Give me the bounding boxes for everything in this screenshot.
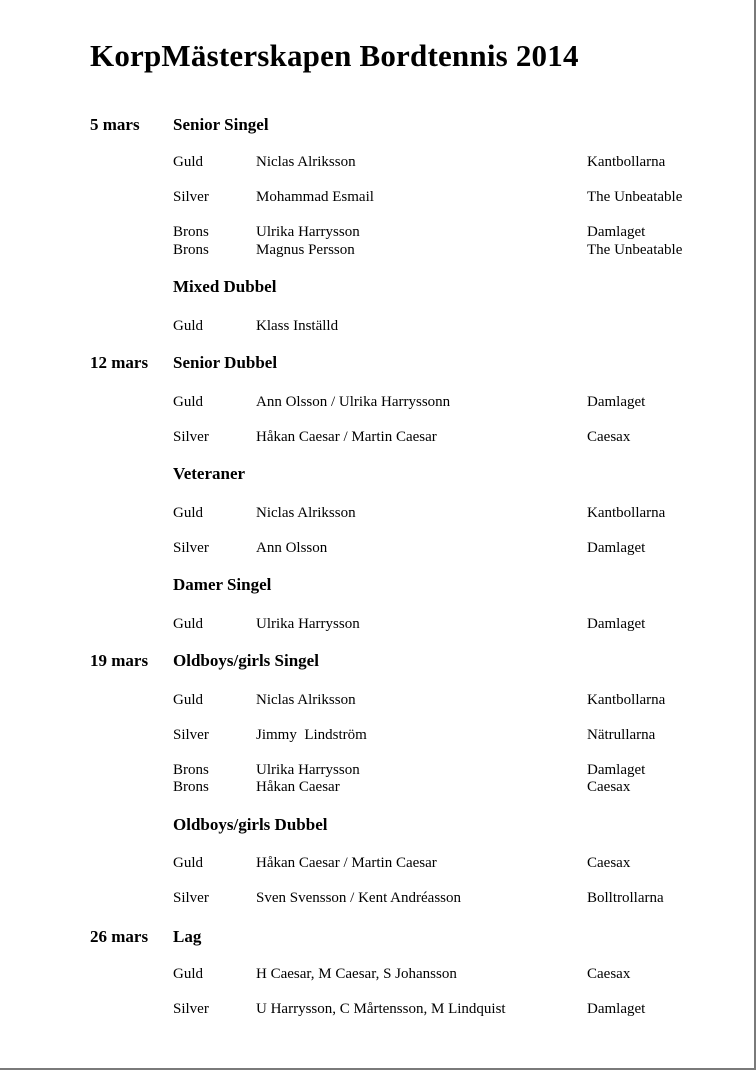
- category-heading: Senior Dubbel: [173, 353, 278, 372]
- player-name: Niclas Alriksson: [256, 154, 356, 170]
- category-heading: Veteraner: [173, 464, 246, 483]
- medal-label: Guld: [173, 505, 203, 521]
- player-name: Håkan Caesar / Martin Caesar: [256, 855, 437, 871]
- club-name: Caesax: [587, 429, 631, 445]
- medal-label: Brons: [173, 762, 209, 778]
- club-name: Damlaget: [587, 540, 646, 556]
- date-label: 19 mars: [90, 651, 149, 670]
- club-name: Damlaget: [587, 1001, 646, 1017]
- club-name: The Unbeatable: [587, 189, 683, 205]
- medal-label: Guld: [173, 692, 203, 708]
- date-label: 12 mars: [90, 353, 149, 372]
- club-name: Caesax: [587, 855, 631, 871]
- player-name: Niclas Alriksson: [256, 692, 356, 708]
- player-name: Ulrika Harrysson: [256, 224, 360, 240]
- category-heading: Lag: [173, 927, 202, 946]
- player-name: Håkan Caesar / Martin Caesar: [256, 429, 437, 445]
- medal-label: Guld: [173, 966, 203, 982]
- date-label: 26 mars: [90, 927, 149, 946]
- club-name: Damlaget: [587, 224, 646, 240]
- medal-label: Guld: [173, 855, 203, 871]
- club-name: Nätrullarna: [587, 727, 656, 743]
- club-name: Kantbollarna: [587, 154, 666, 170]
- player-name: H Caesar, M Caesar, S Johansson: [256, 966, 457, 982]
- date-label: 5 mars: [90, 115, 140, 134]
- club-name: The Unbeatable: [587, 242, 683, 258]
- player-name: Ulrika Harrysson: [256, 616, 360, 632]
- medal-label: Guld: [173, 318, 203, 334]
- medal-label: Guld: [173, 616, 203, 632]
- category-heading: Oldboys/girls Dubbel: [173, 815, 328, 834]
- player-name: Håkan Caesar: [256, 779, 340, 795]
- medal-label: Silver: [173, 727, 209, 743]
- player-name: Ann Olsson / Ulrika Harryssonn: [256, 394, 451, 410]
- club-name: Kantbollarna: [587, 505, 666, 521]
- player-name: Magnus Persson: [256, 242, 355, 258]
- club-name: Damlaget: [587, 616, 646, 632]
- medal-label: Brons: [173, 779, 209, 795]
- medal-label: Brons: [173, 224, 209, 240]
- player-name: Ann Olsson: [256, 540, 328, 556]
- club-name: Kantbollarna: [587, 692, 666, 708]
- category-heading: Oldboys/girls Singel: [173, 651, 319, 670]
- medal-label: Silver: [173, 890, 209, 906]
- player-name: Ulrika Harrysson: [256, 762, 360, 778]
- medal-label: Silver: [173, 540, 209, 556]
- medal-label: Brons: [173, 242, 209, 258]
- club-name: Caesax: [587, 779, 631, 795]
- player-name: Jimmy Lindström: [256, 727, 367, 743]
- player-name: Mohammad Esmail: [256, 189, 374, 205]
- player-name: Klass Inställd: [256, 318, 339, 334]
- medal-label: Silver: [173, 1001, 209, 1017]
- category-heading: Mixed Dubbel: [173, 277, 277, 296]
- medal-label: Silver: [173, 429, 209, 445]
- page-title: KorpMästerskapen Bordtennis 2014: [90, 38, 579, 73]
- medal-label: Guld: [173, 154, 203, 170]
- club-name: Damlaget: [587, 762, 646, 778]
- medal-label: Guld: [173, 394, 203, 410]
- category-heading: Senior Singel: [173, 115, 269, 134]
- player-name: Niclas Alriksson: [256, 505, 356, 521]
- category-heading: Damer Singel: [173, 575, 272, 594]
- club-name: Bolltrollarna: [587, 890, 664, 906]
- club-name: Caesax: [587, 966, 631, 982]
- medal-label: Silver: [173, 189, 209, 205]
- club-name: Damlaget: [587, 394, 646, 410]
- player-name: Sven Svensson / Kent Andréasson: [256, 890, 461, 906]
- player-name: U Harrysson, C Mårtensson, M Lindquist: [256, 1001, 506, 1017]
